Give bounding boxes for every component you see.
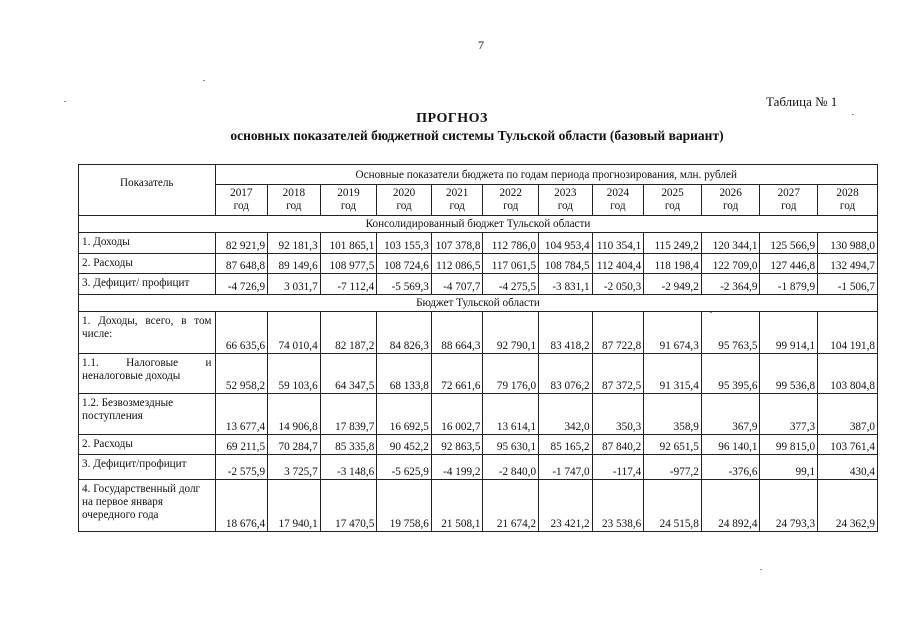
scan-speck xyxy=(852,114,854,115)
value-cell: 112 404,4 xyxy=(592,254,644,274)
year-unit: год xyxy=(722,200,739,212)
value-cell: 88 664,3 xyxy=(431,312,483,354)
year-number: 2017 xyxy=(230,187,253,199)
value-cell: 92 863,5 xyxy=(431,435,483,455)
period-header: Основные показатели бюджета по годам периода прогнозирования, млн. рублей xyxy=(215,165,878,185)
value-cell: 68 133,8 xyxy=(377,354,432,394)
year-header xyxy=(483,185,539,216)
value-cell: 110 354,1 xyxy=(592,233,644,254)
table-row xyxy=(79,394,878,435)
value-cell: 79 176,0 xyxy=(483,354,539,394)
value-cell: 92 181,3 xyxy=(268,233,321,254)
value-cell: 430,4 xyxy=(818,455,878,480)
page-number: 7 xyxy=(478,38,484,52)
value-cell: 87 840,2 xyxy=(592,435,644,455)
value-cell: -1 879,9 xyxy=(760,274,818,295)
value-cell: -4 199,2 xyxy=(431,455,483,480)
value-cell: 16 692,5 xyxy=(377,394,432,435)
value-cell: -2 050,3 xyxy=(592,274,644,295)
year-unit: год xyxy=(781,200,797,212)
table-label: Таблица № 1 xyxy=(766,94,838,109)
year-number: 2024 xyxy=(606,187,630,199)
value-cell: 24 362,9 xyxy=(818,480,878,532)
value-cell: 19 758,6 xyxy=(377,480,432,532)
year-unit: год xyxy=(557,200,573,212)
section-title: Консолидированный бюджет Тульской области xyxy=(79,216,878,233)
value-cell: 115 249,2 xyxy=(644,233,702,254)
scan-speck xyxy=(64,101,66,102)
value-cell: -5 569,3 xyxy=(377,274,432,295)
value-cell: 103 761,4 xyxy=(818,435,878,455)
value-cell: -2 949,2 xyxy=(644,274,702,295)
value-cell: 108 724,6 xyxy=(377,254,432,274)
value-cell: 117 061,5 xyxy=(483,254,539,274)
value-cell: 99 815,0 xyxy=(760,435,818,455)
year-number: 2021 xyxy=(445,187,469,199)
value-cell: 89 149,6 xyxy=(268,254,321,274)
value-cell: 24 515,8 xyxy=(644,480,702,532)
value-cell: 3 725,7 xyxy=(268,455,321,480)
value-cell: 72 661,6 xyxy=(431,354,483,394)
value-cell: 23 421,2 xyxy=(539,480,593,532)
value-cell: 103 804,8 xyxy=(818,354,878,394)
value-cell: 90 452,2 xyxy=(377,435,432,455)
year-header xyxy=(268,185,321,216)
value-cell: -5 625,9 xyxy=(377,455,432,480)
value-cell: 13 677,4 xyxy=(215,394,268,435)
year-header xyxy=(539,185,593,216)
year-header xyxy=(377,185,432,216)
table-row xyxy=(79,254,878,274)
value-cell: 99,1 xyxy=(760,455,818,480)
value-cell: -1 747,0 xyxy=(539,455,593,480)
indicator-label: 1.2. Безвозмездные поступления xyxy=(79,394,216,435)
value-cell: -2 840,0 xyxy=(483,455,539,480)
year-header xyxy=(818,185,878,216)
year-number: 2023 xyxy=(554,187,577,199)
indicator-label: 3. Дефицит/профицит xyxy=(79,455,216,480)
year-unit: год xyxy=(340,200,357,212)
year-header xyxy=(760,185,818,216)
indicator-label: 2. Расходы xyxy=(79,254,216,274)
value-cell: 3 031,7 xyxy=(268,274,321,295)
value-cell: 95 395,6 xyxy=(701,354,760,394)
indicator-label: 3. Дефицит/ профицит xyxy=(79,274,216,295)
table-row xyxy=(79,312,878,354)
value-cell: 52 958,2 xyxy=(215,354,268,394)
value-cell: -2 575,9 xyxy=(215,455,268,480)
value-cell: 92 790,1 xyxy=(483,312,539,354)
value-cell: 108 784,5 xyxy=(539,254,593,274)
year-unit: год xyxy=(286,200,302,212)
value-cell: 350,3 xyxy=(592,394,644,435)
table-row xyxy=(79,480,878,532)
year-unit: год xyxy=(233,200,249,212)
value-cell: -3 148,6 xyxy=(320,455,377,480)
indicator-label: 1. Доходы, всего, в том числе: xyxy=(79,312,216,354)
value-cell: 377,3 xyxy=(760,394,818,435)
document-title: ПРОГНОЗ xyxy=(416,111,488,126)
value-cell: 17 839,7 xyxy=(320,394,377,435)
table-row xyxy=(79,233,878,254)
year-unit: год xyxy=(839,200,856,212)
value-cell: 85 335,8 xyxy=(320,435,377,455)
value-cell: -3 831,1 xyxy=(539,274,593,295)
year-number: 2022 xyxy=(499,187,522,199)
value-cell: -4 275,5 xyxy=(483,274,539,295)
value-cell: 18 676,4 xyxy=(215,480,268,532)
value-cell: 17 940,1 xyxy=(268,480,321,532)
value-cell: -1 506,7 xyxy=(818,274,878,295)
value-cell: 85 165,2 xyxy=(539,435,593,455)
value-cell: 59 103,6 xyxy=(268,354,321,394)
section-title: Бюджет Тульской области xyxy=(79,295,878,312)
value-cell: -7 112,4 xyxy=(320,274,377,295)
value-cell: 95 630,1 xyxy=(483,435,539,455)
value-cell: -977,2 xyxy=(644,455,702,480)
table-row xyxy=(79,455,878,480)
value-cell: 21 674,2 xyxy=(483,480,539,532)
value-cell: -117,4 xyxy=(592,455,644,480)
value-cell: 367,9 xyxy=(701,394,760,435)
value-cell: 82 187,2 xyxy=(320,312,377,354)
value-cell: 16 002,7 xyxy=(431,394,483,435)
year-header xyxy=(215,185,268,216)
table-row xyxy=(79,354,878,394)
value-cell: 87 648,8 xyxy=(215,254,268,274)
value-cell: 108 977,5 xyxy=(320,254,377,274)
value-cell: 87 372,5 xyxy=(592,354,644,394)
indicator-label: 2. Расходы xyxy=(79,435,216,455)
year-unit: год xyxy=(449,200,465,212)
value-cell: 107 378,8 xyxy=(431,233,483,254)
year-header xyxy=(431,185,483,216)
value-cell: 120 344,1 xyxy=(701,233,760,254)
year-unit: год xyxy=(610,200,626,212)
value-cell: -2 364,9 xyxy=(701,274,760,295)
value-cell: 91 315,4 xyxy=(644,354,702,394)
year-number: 2019 xyxy=(337,187,360,199)
year-number: 2026 xyxy=(719,187,742,199)
value-cell: 101 865,1 xyxy=(320,233,377,254)
value-cell: 358,9 xyxy=(644,394,702,435)
table-row xyxy=(79,274,878,295)
value-cell: 130 988,0 xyxy=(818,233,878,254)
value-cell: 87 722,8 xyxy=(592,312,644,354)
document-subtitle: основных показателей бюджетной системы Тульской области (базовый вариант) xyxy=(230,128,724,143)
year-unit: год xyxy=(396,200,412,212)
value-cell: 118 198,4 xyxy=(644,254,702,274)
value-cell: 132 494,7 xyxy=(818,254,878,274)
value-cell: 103 155,3 xyxy=(377,233,432,254)
scan-speck xyxy=(760,569,762,570)
value-cell: 14 906,8 xyxy=(268,394,321,435)
year-number: 2018 xyxy=(282,187,306,199)
value-cell: 104 953,4 xyxy=(539,233,593,254)
value-cell: 84 826,3 xyxy=(377,312,432,354)
value-cell: 112 786,0 xyxy=(483,233,539,254)
value-cell: 83 418,2 xyxy=(539,312,593,354)
indicator-label: 1. Доходы xyxy=(79,233,216,254)
value-cell: -4 707,7 xyxy=(431,274,483,295)
value-cell: 91 674,3 xyxy=(644,312,702,354)
value-cell: 70 284,7 xyxy=(268,435,321,455)
value-cell: 24 892,4 xyxy=(701,480,760,532)
year-header xyxy=(644,185,702,216)
value-cell: 21 508,1 xyxy=(431,480,483,532)
indicator-label: 4. Государственный долг на первое января очередного года xyxy=(79,480,216,532)
scan-speck xyxy=(203,80,205,81)
value-cell: 125 566,9 xyxy=(760,233,818,254)
value-cell: 24 793,3 xyxy=(760,480,818,532)
value-cell: -376,6 xyxy=(701,455,760,480)
year-number: 2027 xyxy=(777,187,800,199)
table-row xyxy=(79,435,878,455)
value-cell: 66 635,6 xyxy=(215,312,268,354)
year-number: 2028 xyxy=(836,187,859,199)
value-cell: 23 538,6 xyxy=(592,480,644,532)
year-unit: год xyxy=(664,200,681,212)
value-cell: 69 211,5 xyxy=(215,435,268,455)
indicator-label: 1.1. Налоговые и неналоговые доходы xyxy=(79,354,216,394)
value-cell: 112 086,5 xyxy=(431,254,483,274)
value-cell: 122 709,0 xyxy=(701,254,760,274)
year-header xyxy=(592,185,644,216)
indicator-header: Показатель xyxy=(79,165,216,216)
value-cell: 64 347,5 xyxy=(320,354,377,394)
value-cell: 99 536,8 xyxy=(760,354,818,394)
value-cell: 92 651,5 xyxy=(644,435,702,455)
value-cell: 13 614,1 xyxy=(483,394,539,435)
value-cell: 17 470,5 xyxy=(320,480,377,532)
year-number: 2020 xyxy=(392,187,416,199)
value-cell: 95 763,5 xyxy=(701,312,760,354)
value-cell: 127 446,8 xyxy=(760,254,818,274)
value-cell: 96 140,1 xyxy=(701,435,760,455)
budget-forecast-table xyxy=(78,164,878,532)
year-number: 2025 xyxy=(661,187,684,199)
year-header xyxy=(701,185,760,216)
value-cell: 342,0 xyxy=(539,394,593,435)
year-header xyxy=(320,185,377,216)
value-cell: 99 914,1 xyxy=(760,312,818,354)
value-cell: 104 191,8 xyxy=(818,312,878,354)
year-unit: год xyxy=(503,200,519,212)
value-cell: 82 921,9 xyxy=(215,233,268,254)
value-cell: 387,0 xyxy=(818,394,878,435)
value-cell: 74 010,4 xyxy=(268,312,321,354)
value-cell: 83 076,2 xyxy=(539,354,593,394)
value-cell: -4 726,9 xyxy=(215,274,268,295)
